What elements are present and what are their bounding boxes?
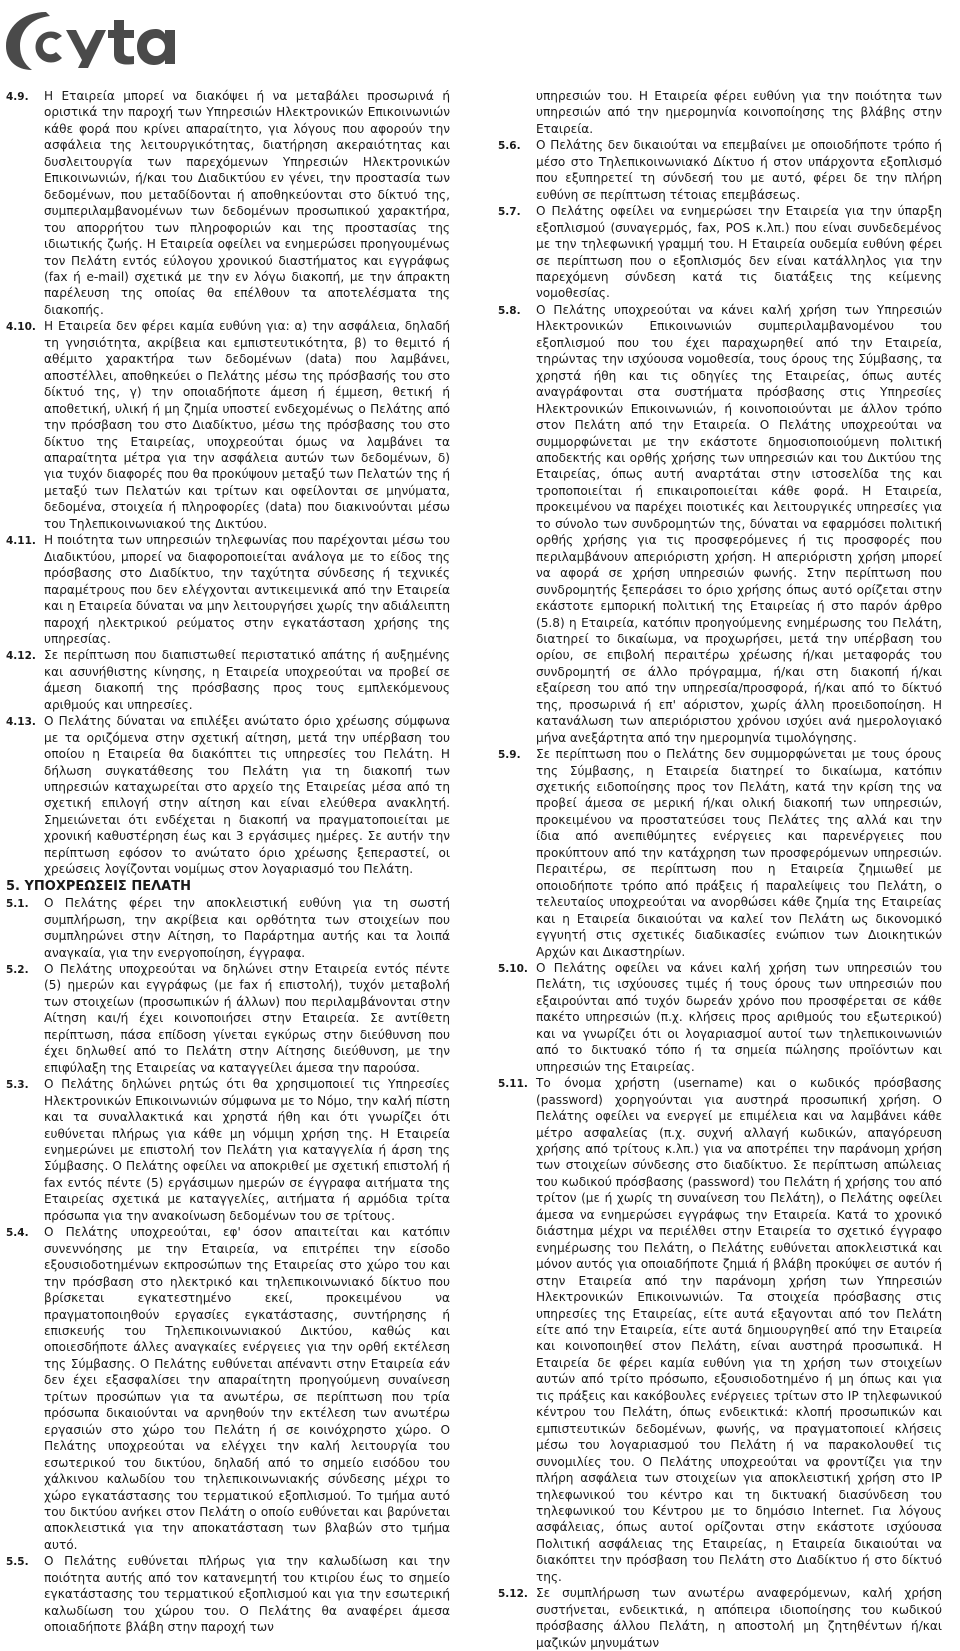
clause-number: 5.6. [498,140,521,153]
clause-text: Ο Πελάτης οφείλει να ενημερώσει την Εταιρεία για την ύπαρξη εξοπλισμού (συναγερμός, fax, POS κ.λπ.) που είναι συνδεδεμένος με την τηλεφωνική γραμμή του. Η Εταιρεία ουδεμία ευθύνη φέρει σε περίπτωση που ο εξοπλισμός δεν είναι κατάλληλος για την παρεχόμενη σύνδεση κατά τις διατάξεις της κείμενης νομοθεσίας. [536,204,942,301]
clause-text: Ο Πελάτης δύναται να επιλέξει ανώτατο όριο χρέωσης σύμφωνα με τα οριζόμενα στην σχετική αίτηση, μετά την υπέρβαση του οποίου η Εταιρεία θα διακόπτει τις υπηρεσίες του Πελάτη. Η δήλωση συγκατάθεσης του Πελάτη για τη διακοπή των υπηρεσιών καταχωρείται στο αρχείο της Εταιρείας μέσα από τη σχετική επιλογή στην αίτηση και είναι ελεύθερα ανακλητή. Σημειώνεται ότι ενδέχεται η διακοπή να πραγματοποιείται με χρονική καθυστέρηση έως και 3 εργάσιμες ημέρες. Σε αυτήν την περίπτωση εφόσον το ανώτατο όριο χρέωσης ξεπεραστεί, οι χρεώσεις λογίζονται νομίμως στον λογαριασμό του Πελάτη. [44,714,450,877]
clause-item [6,1076,450,1224]
cyta-logo [2,6,212,74]
clause-item [498,1585,942,1651]
left-column [6,88,450,1635]
clause-number: 5.1. [6,898,29,911]
clause-item [498,960,942,1075]
clause-item [498,746,942,960]
clause-number: 5.10. [498,963,528,976]
clause-item [6,647,450,713]
clause-item [498,203,942,302]
right-column [498,88,942,1650]
clause-number: 5.2. [6,964,29,977]
clause-item [6,713,450,878]
clause-text: Η Εταιρεία δεν φέρει καμία ευθύνη για: α) την ασφάλεια, δηλαδή τη γνησιότητα, ακρίβεια και εμπιστευτικότητα, β) το θεμιτό ή αθέμιτο χαρακτήρα των δεδομένων (data) που λαμβάνει, αποστέλλει, αποθηκεύει ο Πελάτης μέσω της πρόσβασής του στο δίκτυό της, γ) την οποιαδήποτε άμεση ή έμμεση, θετική ή αποθετική, υλική ή μη ζημία υποστεί ενδεχομένως ο Πελάτης από την πρόσβαση του στο Διαδίκτυο, μέσω της πρόσβασης του στο δίκτυο της Εταιρείας, υποχρεούται όμως να λαμβάνει τα απαραίτητα μέτρα για την ασφάλεια αυτών των δεδομένων, δ) για τυχόν διαφορές που θα προκύψουν μεταξύ των Πελατών της ή μεταξύ των Πελατών και τρίτων και οφείλονται σε μηνύματα, δεδομένα, στοιχεία ή πληροφορίες (data) που διακινούνται μέσω του Τηλεπικοινωνιακού της Δικτύου. [44,319,450,531]
clause-item [6,1553,450,1635]
clause-text: Σε περίπτωση που ο Πελάτης δεν συμμορφώνεται με τους όρους της Σύμβασης, η Εταιρεία διατηρεί το δικαίωμα, κατόπιν σχετικής ειδοποίησης προς τον Πελάτη, κατά την κρίση της να προβεί άμεσα σε μερική ή/και ολική διακοπή των υπηρεσιών, προκειμένου να προστατεύσει τους Πελάτες της αλλά και την ίδια από ανεπιθύμητες ενέργειες και παρενέργειες που προκύπτουν από την κατάχρηση των προσφερόμενων υπηρεσιών. Περαιτέρω, σε περίπτωση που η Εταιρεία ζημιωθεί με οποιοδήποτε τρόπο από πράξεις ή παραλείψεις του Πελάτη, ο τελευταίος υποχρεούται να ανορθώσει κάθε ζημία της Εταιρείας και η Εταιρεία δικαιούται να καλεί τον Πελάτη ως δικονομικό εγγυητή στις σχετικές διαδικασίες ενώπιον των Διοικητικών Αρχών και Δικαστηρίων. [536,747,942,959]
clause-text: υπηρεσιών του. Η Εταιρεία φέρει ευθύνη για την ποιότητα των υπηρεσιών από την ημερομηνία κοινοποίησης της βλάβης στην Εταιρεία. [536,89,942,136]
clause-text: Ο Πελάτης δεν δικαιούται να επεμβαίνει με οποιοδήποτε τρόπο ή μέσο στο Τηλεπικοινωνιακό Δίκτυο ή στον υπάρχοντα εξοπλισμό που εξυπηρετεί τη σύνδεσή του με αυτό, φέρει δε την πλήρη ευθύνη σε περίπτωση τέτοιας επεμβάσεως. [536,138,942,202]
clause-number: 5.11. [498,1078,528,1091]
cyta-logo-icon [2,6,212,74]
clause-text: Ο Πελάτης υποχρεούται, εφ' όσον απαιτείται και κατόπιν συνεννόησης με την Εταιρεία, να επιτρέπει την είσοδο εξουσιοδοτημένων εκπροσώπων της Εταιρείας στο χώρο του και την πρόσβαση στο ηλεκτρικό και τηλεπικοινωνιακό δίκτυο που βρίσκεται εγκατεστημένο εκεί, προκειμένου να πραγματοποιηθούν εργασίες εγκατάστασης, συντήρησης ή επισκευής του Τηλεπικοινωνιακού Δικτύου, καθώς και οποιεσδήποτε άλλες αναγκαίες ενέργειες για την ορθή εκτέλεση της Σύμβασης. Ο Πελάτης ευθύνεται απέναντι στην Εταιρεία εάν δεν έχει εξασφαλίσει την απαραίτητη προηγούμενη συναίνεση τρίτων προσώπων για τα ανωτέρω, σε περίπτωση που τρία πρόσωπα δικαιούνται να αρνηθούν την εκτέλεση των ανωτέρω εργασιών στο χώρο του Πελάτη ή σε κοινόχρηστο χώρο. Ο Πελάτης υποχρεούται να ελέγχει την καλή λειτουργία του εσωτερικού του δικτύου, δηλαδή από το σημείο εισόδου του χάλκινου καλωδίου του τηλεπικοινωνιακής σύνδεσης μέχρι το χώρο εγκατάστασης του τερματικού εξοπλισμού. Το τμήμα αυτό του δικτύου ανήκει στον Πελάτη ο οποίο ευθύνεται και βαρύνεται αποκλειστικά για την αποκατάσταση των βλαβών στο τμήμα αυτό. [44,1225,450,1552]
clause-item [6,895,450,961]
clause-number: 5.8. [498,304,521,317]
clause-item [6,532,450,647]
clause-number: 4.10. [6,321,36,334]
clause-number: 5.7. [498,206,521,219]
clause-text: Ο Πελάτης υποχρεούται να δηλώνει στην Εταιρεία εντός πέντε (5) ημερών και εγγράφως (με fax ή επιστολή), τυχόν μεταβολή των στοιχείων (προσωπικών ή άλλων) που περιλαμβάνονται στην Αίτηση και/ή έχει κοινοποιήσει στην Εταιρεία. Σε αντίθετη περίπτωση, πάσα επίδοση γίνεται εγκύρως στην διεύθυνση που έχει δηλωθεί από το Πελάτη στην Αίτησης διεύθυνση, με την επιφύλαξη της Εταιρείας να καταγγείλει άμεσα την παρούσα. [44,962,450,1075]
clause-item [498,302,942,746]
clause-text: Ο Πελάτης φέρει την αποκλειστική ευθύνη για τη σωστή συμπλήρωση, την ακρίβεια και ορθότητα των στοιχείων που συμπληρώνει στην Αίτηση, το Παράρτημα αυτής και τα λοιπά αναγκαία, για την ενεργοποίηση, έγγραφα. [44,896,450,960]
clause-number: 5.12. [498,1588,528,1601]
clause-item [6,318,450,532]
clause-item [498,88,942,137]
clause-number: 5.3. [6,1079,29,1092]
clause-text: Ο Πελάτης δηλώνει ρητώς ότι θα χρησιμοποιεί τις Υπηρεσίες Ηλεκτρονικών Επικοινωνιών σύμφωνα με το Νόμο, την καλή πίστη και τα συναλλακτικά και χρηστά ήθη και ότι γνωρίζει ότι ευθύνεται πλήρως για κάθε μη νόμιμη χρήση της. Η Εταιρεία ενημερώνει με επιστολή τον Πελάτη για καταγγελία ή άρση της Σύμβασης. Ο Πελάτης οφείλει να αποκριθεί με σχετική επιστολή ή fax εντός πέντε (5) εργάσιμων ημερών σε έγγραφα αιτήματα της Εταιρείας σχετικά με καταγγελίες, αιτήματα ή αρμόδια τρίτα πρόσωπα για την ανακοίνωση δεδομένων του σε τρίτους. [44,1077,450,1223]
clause-item [498,137,942,203]
clause-text: Η Εταιρεία μπορεί να διακόψει ή να μεταβάλει προσωρινά ή οριστικά την παροχή των Υπηρεσιών Ηλεκτρονικών Επικοινωνιών κάθε φορά που κρίνει απαραίτητο, για λόγους που αφορούν την ασφάλεια της λειτουργικότητας, διατήρηση ακεραιότητας και δυσλειτουργία των παρεχόμενων Υπηρεσιών Ηλεκτρονικών Επικοινωνιών, ή/και του Διαδικτύου εν γένει, την προστασία των δεδομένων, που μεταδίδονται ή αποθηκεύονται στο δίκτυό της, συμπεριλαμβανομένων των δεδομένων προσωπικού χαρακτήρα, του απορρήτου των πληροφοριών και της προστασίας της ιδιωτικής ζωής. Η Εταιρεία οφείλει να ενημερώσει προηγουμένως τον Πελάτη εντός εύλογου χρονικού διαστήματος και εγγράφως (fax ή e-mail) σχετικά με την εν λόγω διακοπή, με την άπρακτη παρέλευση της οποίας θα επέλθουν τα αποτελέσματα της διακοπής. [44,89,450,317]
clause-number: 5.9. [498,749,521,762]
clause-text: Ο Πελάτης ευθύνεται πλήρως για την καλωδίωση και την ποιότητα αυτής από τον κατανεμητή του κτιρίου έως το σημείο εγκατάστασης του τερματικού εξοπλισμού και για την εσωτερική καλωδίωση του χώρου του. Ο Πελάτης θα αναφέρει άμεσα οποιαδήποτε βλάβη στην παροχή των [44,1554,450,1635]
clause-item [6,88,450,318]
clause-number: 4.11. [6,535,36,548]
clause-number: 4.9. [6,91,29,103]
clause-item [498,1075,942,1585]
clause-text: Η ποιότητα των υπηρεσιών τηλεφωνίας που παρέχονται μέσω του Διαδικτύου, μπορεί να διαφοροποιείται ανάλογα με το είδος της πρόσβασης στο Διαδίκτυο, την ταχύτητα σύνδεσης ή τεχνικές παραμέτρους που δεν ελέγχονται αντικειμενικά από την Εταιρεία και η Εταιρεία δύναται να μην λειτουργήσει χωρίς την αδιάλειπτη παροχή ηλεκτρικού ρεύματος στην εγκατάσταση χρήσης της υπηρεσίας. [44,533,450,646]
clause-item [6,1224,450,1553]
clause-number [498,88,536,89]
section-heading: 5. ΥΠΟΧΡΕΩΣΕΙΣ ΠΕΛΑΤΗ [6,878,191,894]
clause-text: Ο Πελάτης οφείλει να κάνει καλή χρήση των υπηρεσιών του Πελάτη, τις ισχύουσες τιμές ή τους όρους των υπηρεσιών που εξαιρούνται από τυχόν δωρεάν χρόνο που προσφέρεται σε κάθε πακέτο υπηρεσιών (π.χ. κλήσεις προς αριθμούς του εξωτερικού) και να γνωρίζει ότι οι λογαριασμοί αυτοί των τηλεπικοινωνιών από το δικτυακό τόπο ή τα σημεία πώλησης προϊόντων και υπηρεσιών της Εταιρείας. [536,961,942,1074]
page-header [0,0,960,80]
clause-number: 4.13. [6,716,36,729]
clause-number: 5.4. [6,1227,29,1240]
clause-text: Σε συμπλήρωση των ανωτέρω αναφερόμενων, καλή χρήση συστήνεται, ενδεικτικά, η απόπειρα ιδιοποίησης του κωδικού πρόσβασης άλλου Πελάτη, η αποστολή μη ζητηθέντων ή/και μαζικών μηνυμάτων [536,1586,942,1650]
clause-item [6,961,450,1076]
clause-number: 4.12. [6,650,36,663]
clause-number: 5.5. [6,1556,29,1569]
clause-text: Σε περίπτωση που διαπιστωθεί περιστατικό απάτης ή αυξημένης και ασυνήθιστης κίνησης, η Εταιρεία υποχρεούται να προβεί σε άμεση διακοπή της πρόσβασης προς τους εμπλεκόμενους αριθμούς και υπηρεσίες. [44,648,450,712]
clause-text: Ο Πελάτης υποχρεούται να κάνει καλή χρήση των Υπηρεσιών Ηλεκτρονικών Επικοινωνιών συμπεριλαμβανομένου του εξοπλισμού που του έχει παραχωρηθεί από την Εταιρεία, τηρώντας την ισχύουσα νομοθεσία, τους όρους της Σύμβασης, τα χρηστά ήθη και τις οδηγίες της Εταιρείας, όπως αυτές αναγράφονται στα συστήματα πρόσβασης στις Υπηρεσίες Ηλεκτρονικών Επικοινωνιών, ή κοινοποιούνται με άλλον τρόπο στον Πελάτη από την Εταιρεία. Ο Πελάτης υποχρεούται να συμμορφώνεται με την εκάστοτε δημοσιοποιούμενη πολιτική αποδεκτής και ορθής χρήσης των υπηρεσιών και του Δικτύου της Εταιρείας, όπως αυτή αναρτάται στην ιστοσελίδα της και τροποποιείται ή επικαιροποιείται κάθε φορά. Η Εταιρεία, προκειμένου να παρέχει ποιοτικές και λειτουργικές υπηρεσίες για το σύνολο των συνδρομητών της, δύναται να εφαρμόσει πολιτική ορθής χρήσης για τις προσφερόμενες ή τις προσφορές που περιλαμβάνουν απεριόριστη χρήση. Η απεριόριστη χρήση μπορεί να αφορά σε χρήση υπηρεσιών φωνής. Στην περίπτωση που συνδρομητής ξεπεράσει το όριο χρήσης όπως αυτό ορίζεται στην εκάστοτε εμπορική πολιτική της Εταιρείας ή στο παρόν άρθρο (5.8) η Εταιρεία, κατόπιν προηγούμενης ενημέρωσης του Πελάτη, διατηρεί το δικαίωμα, να προχωρήσει, μετά την υπέρβαση του ορίου, σε επιβολή περαιτέρω χρέωσης ή/και μεταφοράς του συνδρομητή σε άλλο πρόγραμμα, ή/και στη διακοπή ή/και εξαίρεση του από την υπηρεσία/προσφορά, ή/και από το δίκτυό της, προσωρινά ή επ' αόριστον, χωρίς άλλη προειδοποίηση. Η κατανάλωση των απεριόριστου χρόνου ισχύει ανά ημερολογιακό μήνα ανεξάρτητα από την ημερομηνία τιμολόγησης. [536,302,942,745]
clause-text: Το όνομα χρήστη (username) και ο κωδικός πρόσβασης (password) χορηγούνται για αυστηρά προσωπική χρήση. Ο Πελάτης οφείλει να ενεργεί με επιμέλεια και να λαμβάνει κάθε μέτρο ασφαλείας (π.χ. συχνή αλλαγή κωδικών, απαγόρευση χρήσης από τρίτους κ.λπ.) για να αποτρέπει την παράνομη χρήση των στοιχείων σύνδεσης στο διαδίκτυο. Σε περίπτωση απώλειας του κωδικού πρόσβασης (password) του Πελάτη ή χρήσης του από τρίτον (με ή χωρίς τη συναίνεση του Πελάτη), ο Πελάτης οφείλει άμεσα να ενημερώσει εγγράφως την Εταιρεία. Κατά το χρονικό διάστημα μέχρι να περιέλθει στην Εταιρεία το σχετικό έγγραφο ενημέρωσης του Πελάτη, ο Πελάτης ευθύνεται αποκλειστικά και μόνον αυτός για οποιαδήποτε ζημιά ή βλάβη προκύψει σε αυτόν ή στην Εταιρεία από την παράνομη χρήση των Υπηρεσιών Ηλεκτρονικών Επικοινωνιών. Τα στοιχεία πρόσβασης στις υπηρεσίες της Εταιρείας, είτε αυτά εξαγονται από τον Πελάτη είτε από την Εταιρεία, είτε αυτά δημιουργηθεί από την Εταιρεία και κοινοποιηθεί στον Πελάτη, είναι αυστηρά προσωπικά. Η Εταιρεία δε φέρει καμία ευθύνη για τη χρήση των στοιχείων αυτών από τρίτο πρόσωπο, εξουσιοδοτημένο ή μη όπως και για τις πράξεις και κακόβουλες ενέργειες τρίτων στο IP τηλεφωνικού κέντρου του Πελάτη, όπως ενδεικτικά: κλοπή προσωπικών και εμπιστευτικών δεδομένων, φωνής, να πραγματοποιεί κλήσεις μέσω του λογαριασμού του Πελάτη ή να παρακολουθεί τις συνομιλίες του. Ο Πελάτης υποχρεούται να φροντίζει για την πλήρη ασφάλεια των στοιχείων για αποκλειστική χρήση στο IP τηλεφωνικού του κέντρο και τη δικτυακή διασύνδεση του τηλεφωνικού του Κέντρου με το δημόσιο Internet. Για λόγους ασφάλειας, όπως αυτοί ορίζονται στην εκάστοτε ισχύουσα Πολιτική ασφάλειας της Εταιρείας, η Εταιρεία δικαιούται να διακόπτει την πρόσβαση του Πελάτη στο Διαδίκτυο ή στο δίκτυό της. [536,1076,942,1584]
